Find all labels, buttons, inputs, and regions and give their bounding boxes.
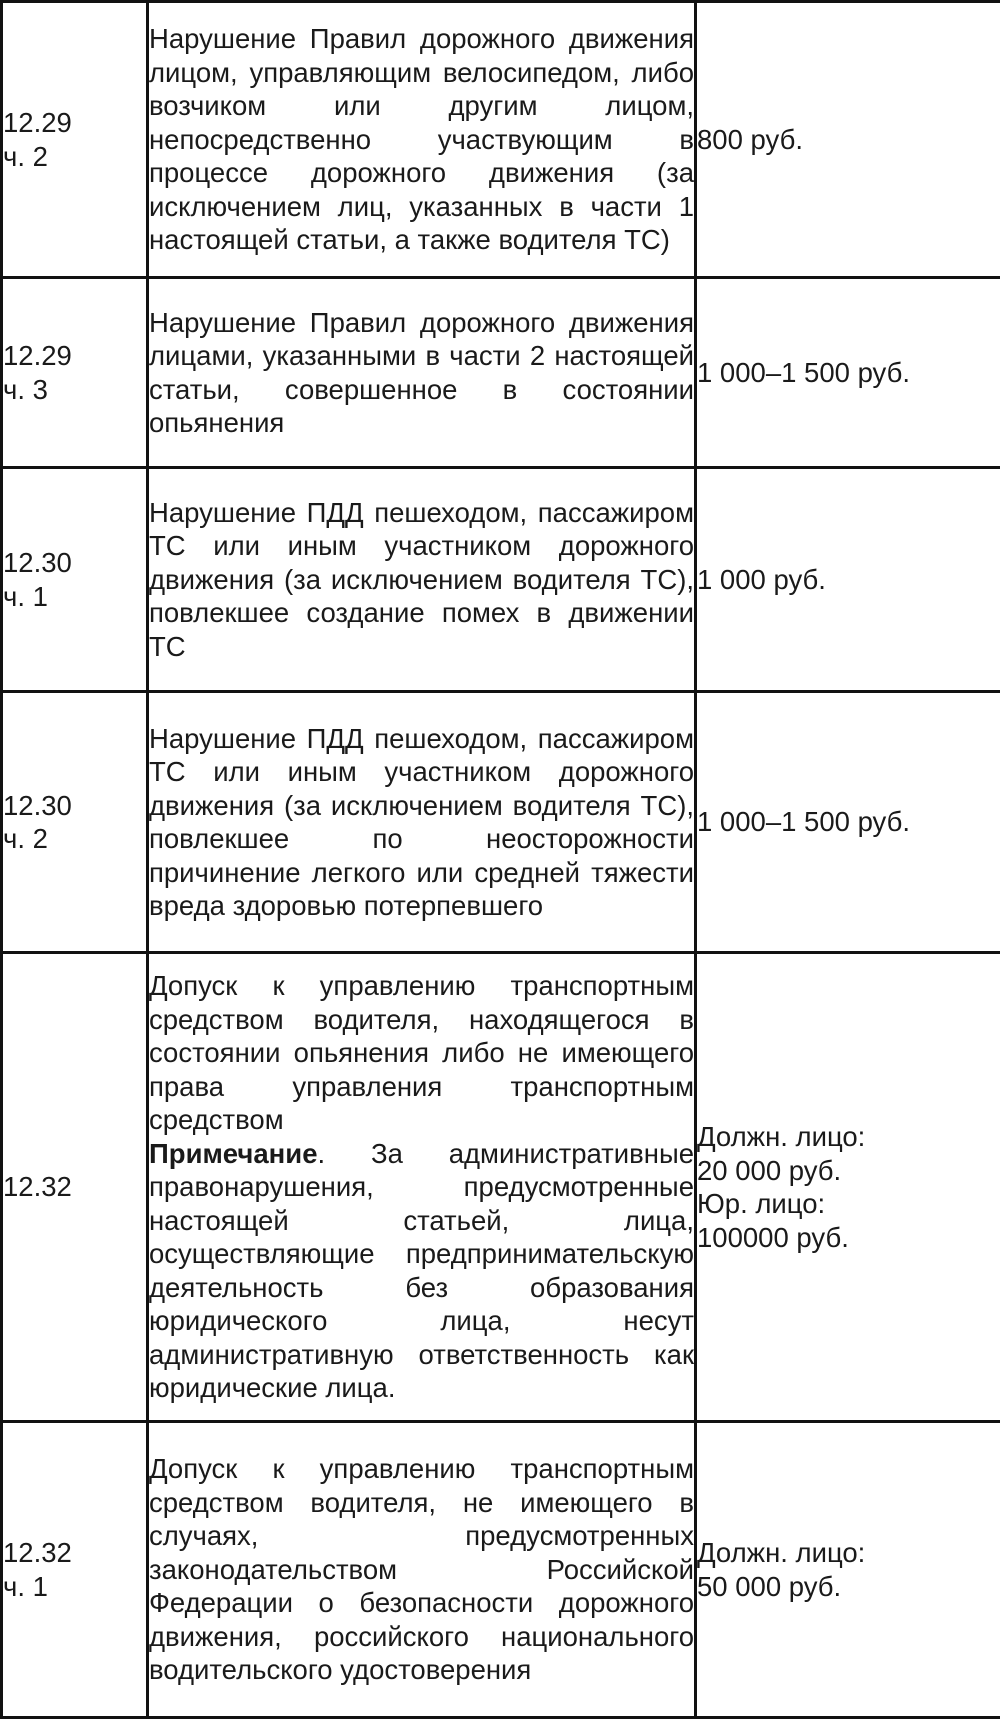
violation-description: Нарушение ПДД пешеходом, пассажиром ТС или иным участником дорожного движения (за исключением водителя ТС), повлекшее создание помех в движении ТС — [149, 497, 694, 662]
fine-cell — [696, 953, 1000, 1422]
violation-description: Нарушение Правил дорожного движения лицами, указанными в части 2 настоящей статьи, совершенное в состоянии опьянения — [149, 307, 694, 439]
article-cell — [2, 278, 148, 468]
article-cell — [2, 1422, 148, 1718]
note-paragraph — [149, 1137, 694, 1405]
table-row — [2, 953, 1000, 1422]
table-row — [2, 1422, 1000, 1718]
fine-cell — [696, 2, 1000, 278]
violation-description: Допуск к управлению транспортным средством водителя, не имеющего в случаях, предусмотренных законодательством Российской Федерации о безопасности дорожного движения, российского национального водительского удостоверения — [149, 1453, 694, 1685]
description-cell — [148, 468, 696, 692]
description-cell — [148, 953, 696, 1422]
table-row — [2, 278, 1000, 468]
fine-amount: 1 000 руб. — [697, 563, 1000, 597]
description-cell — [148, 692, 696, 953]
article-part: ч. 1 — [3, 1570, 146, 1604]
article-part: ч. 3 — [3, 373, 146, 407]
note-text: . За административные правонарушения, предусмотренные настоящей статьей, лица, осуществляющие предпринимательскую деятельность без образования юридического лица, несут административную ответственность как юридические лица. — [149, 1138, 694, 1404]
fine-cell — [696, 278, 1000, 468]
article-part: ч. 1 — [3, 580, 146, 614]
article-cell — [2, 953, 148, 1422]
fine-legal-label: Юр. лицо: — [697, 1187, 1000, 1221]
violation-description: Нарушение ПДД пешеходом, пассажиром ТС или иным участником дорожного движения (за исключением водителя ТС), повлекшее по неосторожности причинение легкого или средней тяжести вреда здоровью потерпевшего — [149, 723, 694, 922]
fine-cell — [696, 692, 1000, 953]
article-part: ч. 2 — [3, 140, 146, 174]
fine-cell — [696, 1422, 1000, 1718]
description-cell — [148, 278, 696, 468]
article-part: ч. 2 — [3, 822, 146, 856]
article-number: 12.30 — [3, 546, 146, 580]
article-cell — [2, 692, 148, 953]
article-cell — [2, 468, 148, 692]
fine-official-amount: 50 000 руб. — [697, 1570, 1000, 1604]
article-cell — [2, 2, 148, 278]
violation-description: Нарушение Правил дорожного движения лицом, управляющим велосипедом, либо возчиком или другим лицом, непосредственно участвующим в процессе дорожного движения (за исключением лиц, указанных в части 1 настоящей статьи, а также водителя ТС) — [149, 23, 694, 255]
article-number: 12.32 — [3, 1170, 146, 1204]
note-label: Примечание — [149, 1138, 318, 1169]
description-cell — [148, 1422, 696, 1718]
fine-cell — [696, 468, 1000, 692]
description-cell — [148, 2, 696, 278]
fine-official-amount: 20 000 руб. — [697, 1154, 1000, 1188]
fine-official-label: Должн. лицо: — [697, 1120, 1000, 1154]
article-number: 12.29 — [3, 339, 146, 373]
article-number: 12.29 — [3, 106, 146, 140]
table-row — [2, 692, 1000, 953]
article-number: 12.30 — [3, 789, 146, 823]
violation-description: Допуск к управлению транспортным средством водителя, находящегося в состоянии опьянения либо не имеющего права управления транспортным средством — [149, 969, 694, 1137]
fine-amount: 1 000–1 500 руб. — [697, 356, 1000, 390]
fine-amount: 1 000–1 500 руб. — [697, 805, 1000, 839]
article-number: 12.32 — [3, 1536, 146, 1570]
fine-legal-amount: 100000 руб. — [697, 1221, 1000, 1255]
table-row — [2, 2, 1000, 278]
fine-official-label: Должн. лицо: — [697, 1536, 1000, 1570]
table-row — [2, 468, 1000, 692]
fine-amount: 800 руб. — [697, 123, 1000, 157]
